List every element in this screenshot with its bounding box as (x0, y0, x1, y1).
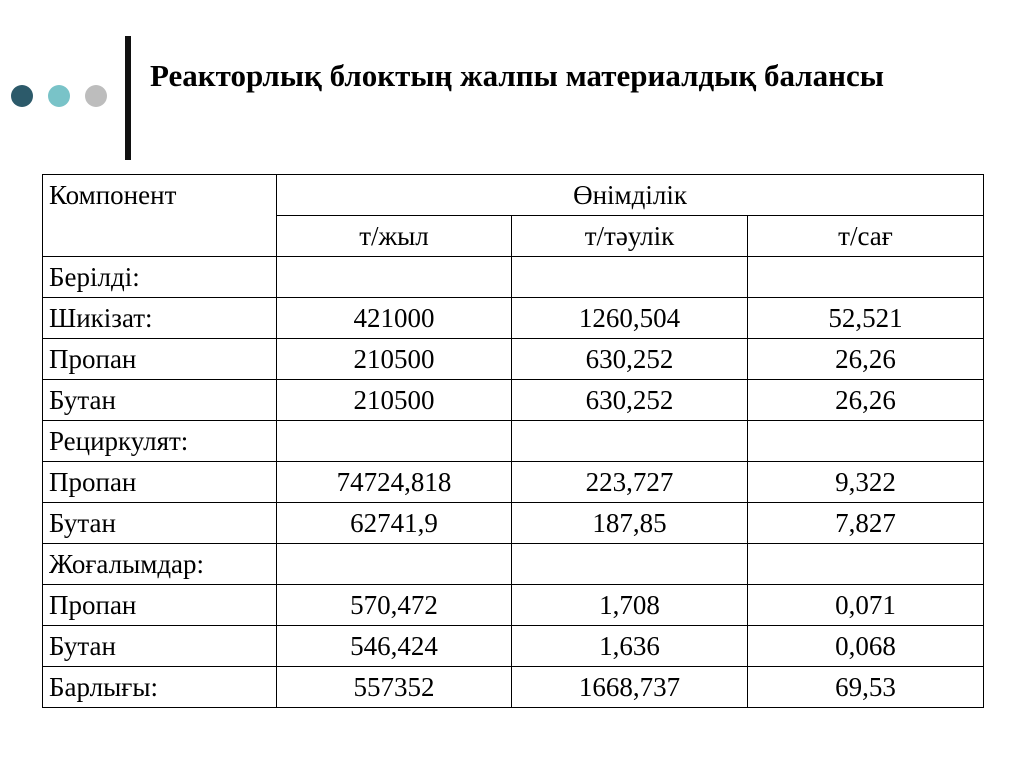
row-label: Бутан (43, 380, 277, 421)
table-row (43, 544, 984, 585)
table-row (43, 380, 984, 421)
cell-per-hour: 69,53 (748, 667, 984, 708)
cell-per-hour: 26,26 (748, 380, 984, 421)
cell-per-day (512, 257, 748, 298)
row-label: Рециркулят: (43, 421, 277, 462)
cell-per-year: 210500 (277, 380, 512, 421)
cell-per-day: 1,636 (512, 626, 748, 667)
cell-per-year: 74724,818 (277, 462, 512, 503)
title-divider-line (125, 36, 131, 160)
cell-per-day: 223,727 (512, 462, 748, 503)
table-row (43, 257, 984, 298)
table-row-total (43, 667, 984, 708)
cell-per-day (512, 421, 748, 462)
cell-per-day: 630,252 (512, 380, 748, 421)
table-row (43, 421, 984, 462)
cell-per-year: 210500 (277, 339, 512, 380)
row-label: Бутан (43, 626, 277, 667)
cell-per-hour (748, 257, 984, 298)
cell-per-year: 421000 (277, 298, 512, 339)
cell-per-year: 62741,9 (277, 503, 512, 544)
cell-per-day: 630,252 (512, 339, 748, 380)
cell-per-hour: 0,071 (748, 585, 984, 626)
cell-per-hour: 0,068 (748, 626, 984, 667)
row-label: Шикізат: (43, 298, 277, 339)
slide-title: Реакторлық блоктың жалпы материалдық балансы (150, 58, 884, 93)
table-row (43, 626, 984, 667)
cell-per-year: 557352 (277, 667, 512, 708)
table-row (43, 339, 984, 380)
cell-per-year: 546,424 (277, 626, 512, 667)
row-label: Пропан (43, 339, 277, 380)
cell-per-day: 1,708 (512, 585, 748, 626)
cell-per-year (277, 544, 512, 585)
cell-per-hour: 9,322 (748, 462, 984, 503)
decor-dot-teal (48, 85, 70, 107)
cell-per-year (277, 421, 512, 462)
row-label: Пропан (43, 462, 277, 503)
cell-per-day: 1260,504 (512, 298, 748, 339)
row-label: Бутан (43, 503, 277, 544)
header-unit-per-day: т/тәулік (512, 216, 748, 257)
cell-per-year: 570,472 (277, 585, 512, 626)
row-label: Пропан (43, 585, 277, 626)
table-header-row (43, 175, 984, 216)
row-label: Барлығы: (43, 667, 277, 708)
header-unit-per-year: т/жыл (277, 216, 512, 257)
cell-per-day: 1668,737 (512, 667, 748, 708)
cell-per-hour: 7,827 (748, 503, 984, 544)
cell-per-year (277, 257, 512, 298)
header-productivity: Өнімділік (277, 175, 984, 216)
cell-per-hour (748, 544, 984, 585)
row-label: Берілді: (43, 257, 277, 298)
cell-per-day: 187,85 (512, 503, 748, 544)
header-component: Компонент (43, 175, 277, 257)
table-row (43, 298, 984, 339)
header-unit-per-hour: т/сағ (748, 216, 984, 257)
cell-per-hour (748, 421, 984, 462)
material-balance-table (42, 174, 984, 708)
cell-per-hour: 52,521 (748, 298, 984, 339)
cell-per-hour: 26,26 (748, 339, 984, 380)
row-label: Жоғалымдар: (43, 544, 277, 585)
table-row (43, 503, 984, 544)
cell-per-day (512, 544, 748, 585)
decor-dot-gray (85, 85, 107, 107)
table-row (43, 585, 984, 626)
decor-dot-dark (11, 85, 33, 107)
table-row (43, 462, 984, 503)
